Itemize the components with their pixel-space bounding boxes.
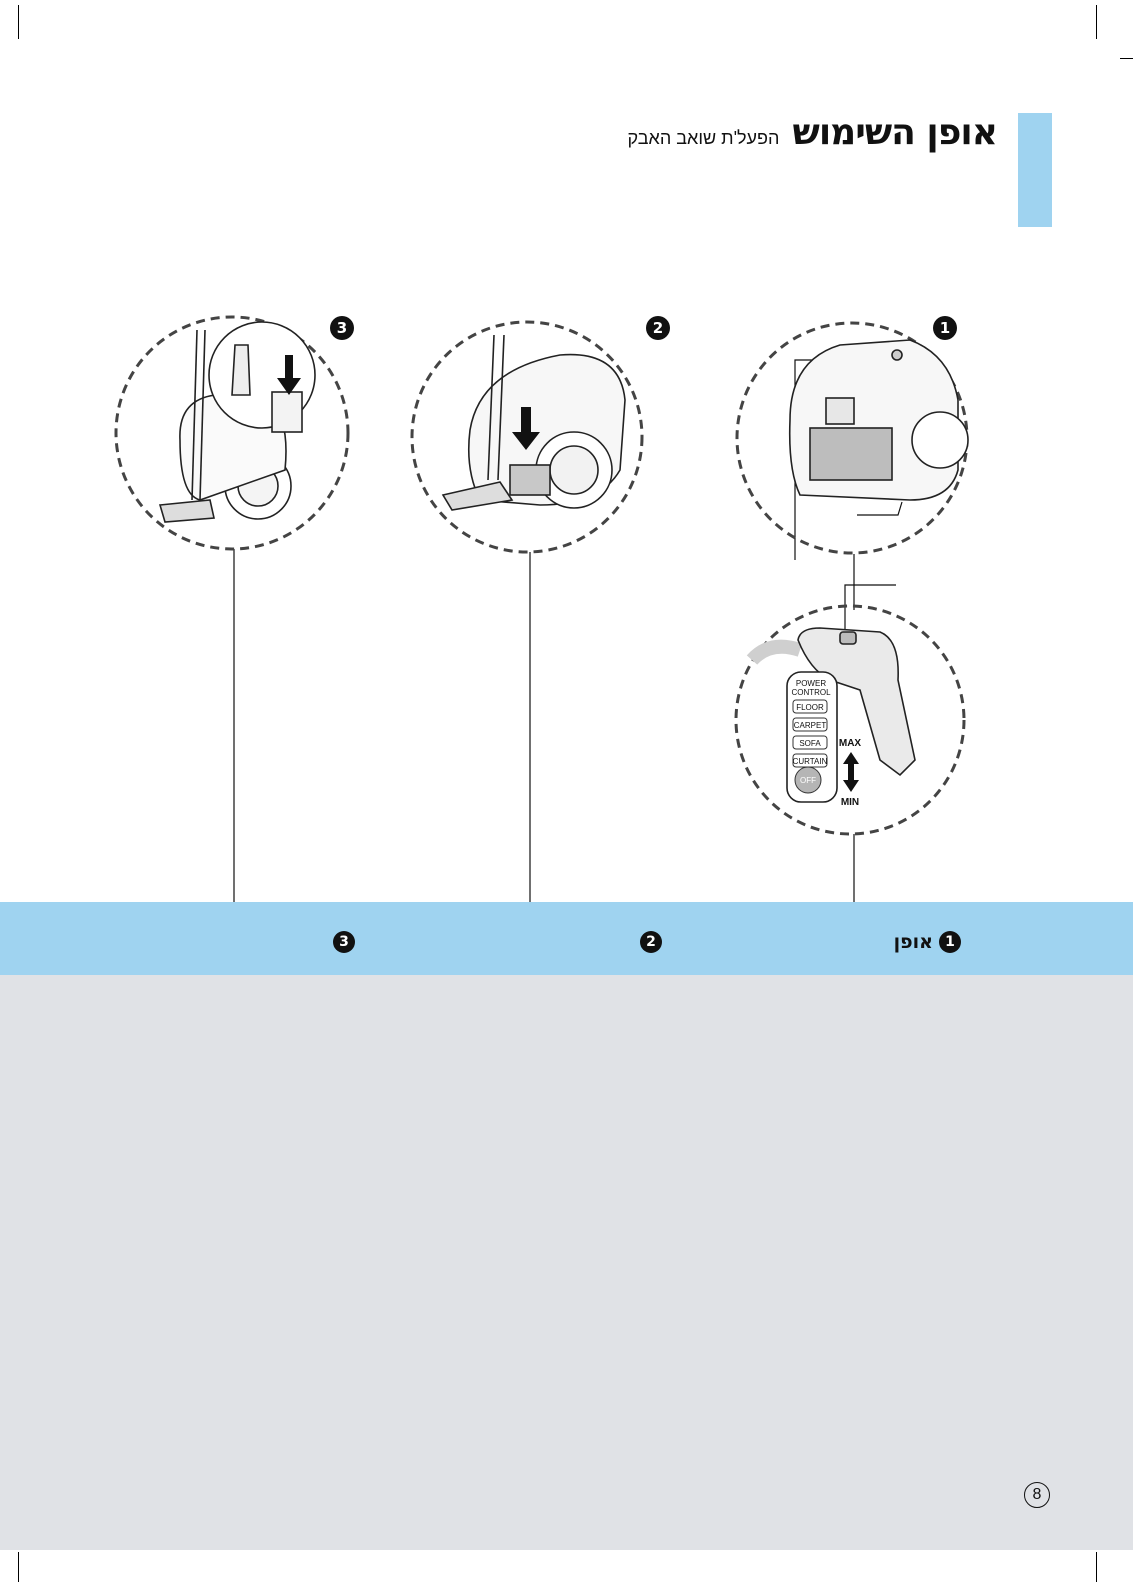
step-1-label: אופן <box>893 931 933 953</box>
power-control-heading-2: CONTROL <box>791 688 831 697</box>
curtain-button: CURTAIN <box>792 757 828 766</box>
step-1-bullet: 1 <box>939 931 961 953</box>
figure-marker-3: 3 <box>336 319 348 337</box>
floor-button: FLOOR <box>796 703 824 712</box>
max-label: MAX <box>838 738 862 749</box>
page-title-sub: הפעל'ת שואב האבק <box>627 128 780 148</box>
step-3 <box>327 930 355 954</box>
max-min-arrow-icon <box>843 752 859 792</box>
figure-marker-1: 1 <box>939 319 951 337</box>
step-3-bullet: 3 <box>333 931 355 953</box>
step-1 <box>894 930 961 954</box>
page-title-main: אופן השימוש <box>792 112 997 153</box>
vacuum-insert-illustration <box>443 335 625 510</box>
figure-markers <box>330 316 957 340</box>
off-button: OFF <box>800 776 816 785</box>
step-2-bullet: 2 <box>640 931 662 953</box>
vacuum-parked-illustration <box>160 322 315 522</box>
leader-line-handle <box>845 585 896 636</box>
sofa-button: SOFA <box>799 739 821 748</box>
leader-line-socket <box>857 502 902 515</box>
handle-illustration <box>752 628 915 802</box>
page-number: 8 <box>1024 1482 1050 1508</box>
step-2 <box>634 930 662 954</box>
min-label: MIN <box>840 797 860 808</box>
carpet-button: CARPET <box>793 721 827 730</box>
vacuum-front-illustration <box>790 340 968 500</box>
figure-marker-2: 2 <box>652 319 664 337</box>
power-control-heading-1: POWER <box>795 679 827 688</box>
